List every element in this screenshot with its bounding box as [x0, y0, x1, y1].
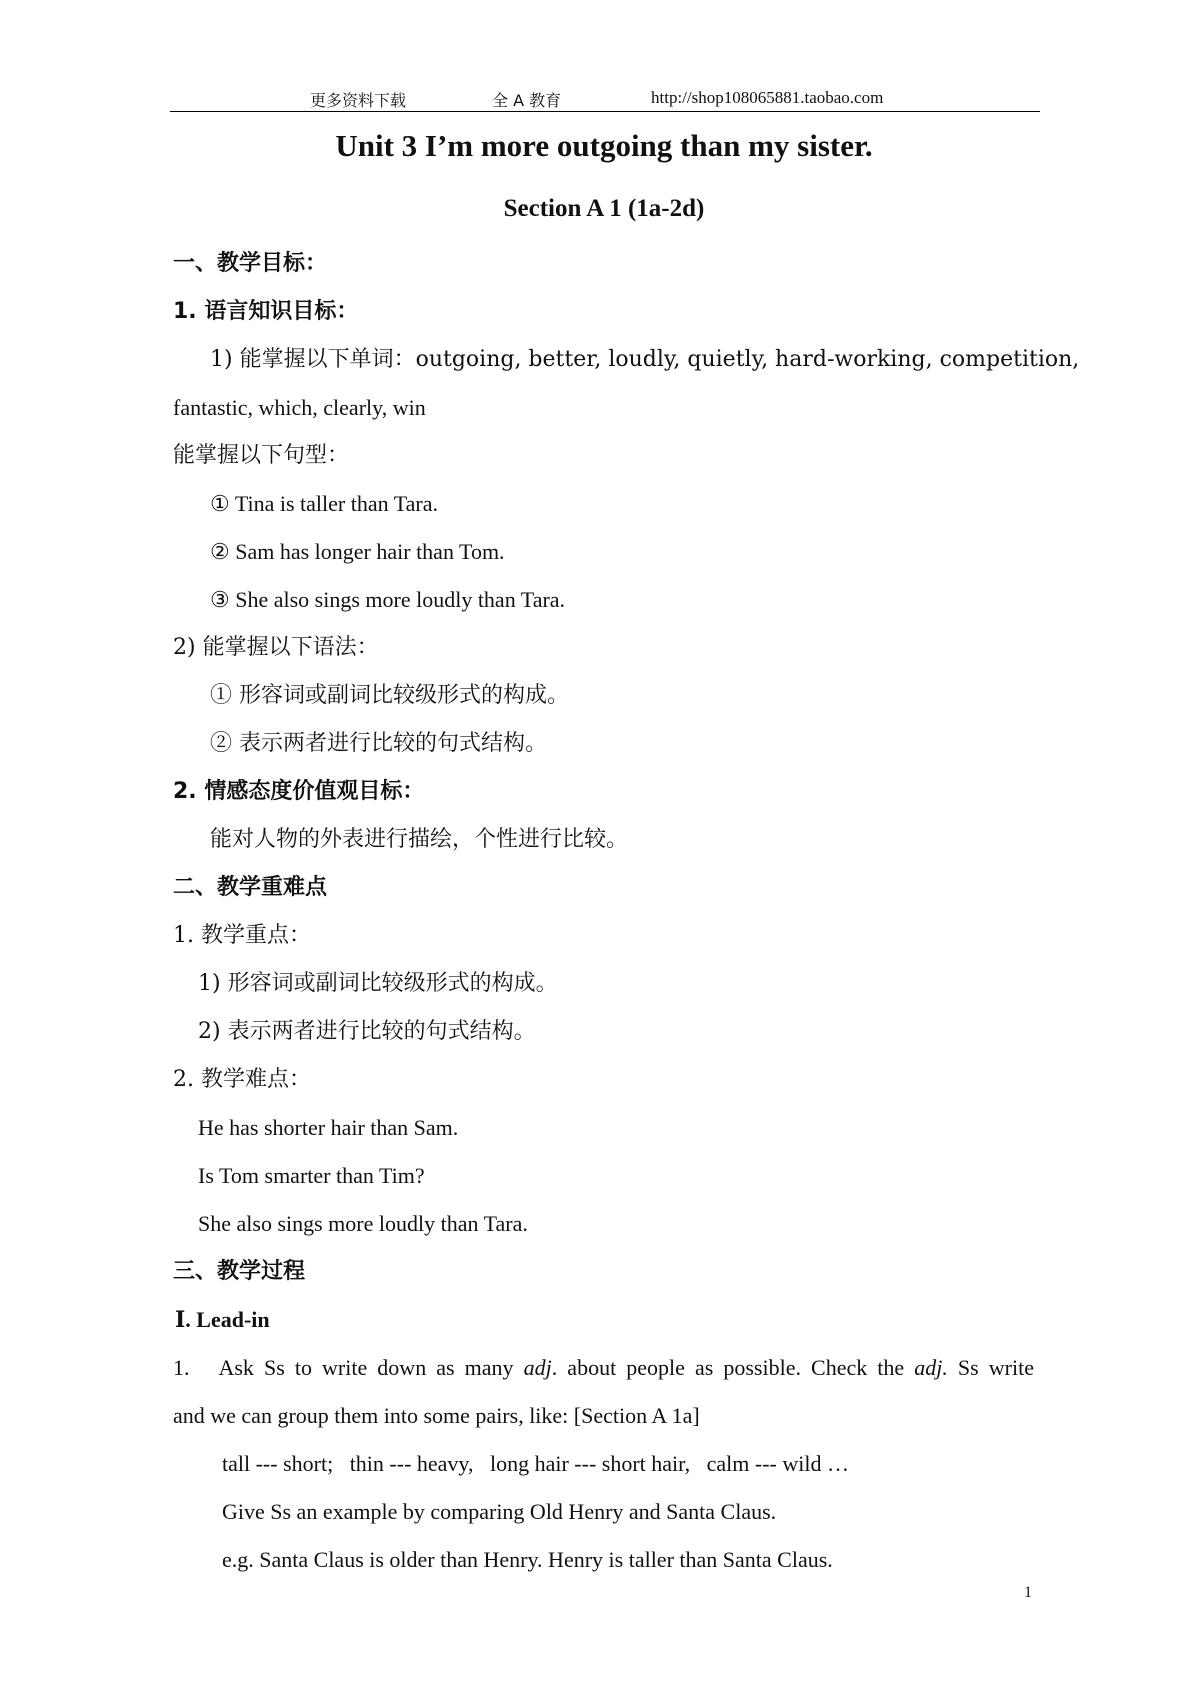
section-heading: 一、教学目标： — [173, 251, 328, 276]
document-subtitle: Section A 1 (1a-2d) — [503, 195, 705, 222]
vocab-line-2: fantastic, which, clearly, win — [173, 395, 426, 420]
difficulty-item: She also sings more loudly than Tara. — [198, 1211, 528, 1236]
lead-in-heading: Ⅰ. Lead-in — [175, 1307, 270, 1332]
adj-term: adj. — [914, 1355, 948, 1380]
header-divider — [170, 111, 1040, 112]
step-text: Ss write — [947, 1355, 1034, 1380]
section-heading: 二、教学重难点 — [173, 875, 328, 900]
patterns-label: 能掌握以下句型： — [173, 443, 350, 468]
example-sentence: e.g. Santa Claus is older than Henry. Henry is taller than Santa Claus. — [222, 1547, 833, 1572]
header-download-text: 更多资料下载 — [310, 91, 407, 110]
grammar-item: ② 表示两者进行比较的句式结构。 — [210, 731, 547, 756]
subsection-label: 1. 教学重点： — [173, 923, 311, 948]
grammar-item: ① 形容词或副词比较级形式的构成。 — [210, 683, 569, 708]
key-point-item: 2) 表示两者进行比较的句式结构。 — [198, 1019, 536, 1044]
pattern-item: ① Tina is taller than Tara. — [210, 491, 438, 516]
difficulty-item: Is Tom smarter than Tim? — [198, 1163, 425, 1188]
document-title: Unit 3 I’m more outgoing than my sister. — [335, 128, 873, 163]
page-number: 1 — [1024, 1584, 1032, 1601]
pattern-item: ② Sam has longer hair than Tom. — [210, 539, 505, 564]
section-heading: 三、教学过程 — [173, 1259, 306, 1284]
step-text: . about people as possible. Check the — [551, 1355, 915, 1380]
step-1-line-1 — [173, 1354, 1034, 1382]
subsection-heading: 1. 语言知识目标： — [173, 299, 359, 324]
example-intro: Give Ss an example by comparing Old Henry and Santa Claus. — [222, 1499, 777, 1524]
difficulty-item: He has shorter hair than Sam. — [198, 1115, 459, 1140]
header-brand-text: 全 A 教育 — [492, 91, 562, 110]
page-header — [170, 86, 1040, 110]
adjective-pairs: tall --- short; thin --- heavy, long hair --- short hair, calm --- wild … — [222, 1451, 849, 1476]
step-1-line-2: and we can group them into some pairs, like: [Section A 1a] — [173, 1403, 700, 1428]
pattern-item: ③ She also sings more loudly than Tara. — [210, 587, 566, 612]
grammar-label: 2) 能掌握以下语法： — [173, 635, 379, 660]
emotion-goal: 能对人物的外表进行描绘，个性进行比较。 — [210, 827, 629, 852]
subsection-label: 2. 教学难点： — [173, 1067, 311, 1092]
key-point-item: 1) 形容词或副词比较级形式的构成。 — [198, 971, 558, 996]
step-text: Ask Ss to write down as many — [218, 1355, 524, 1380]
step-number: 1. — [173, 1355, 190, 1380]
subsection-heading: 2. 情感态度价值观目标： — [173, 779, 425, 804]
vocab-line-1: 1) 能掌握以下单词：outgoing, better, loudly, quietly, hard-working, competition, — [210, 347, 1080, 372]
header-url[interactable]: http://shop108065881.taobao.com — [651, 88, 884, 107]
adj-term: adj — [523, 1355, 552, 1380]
